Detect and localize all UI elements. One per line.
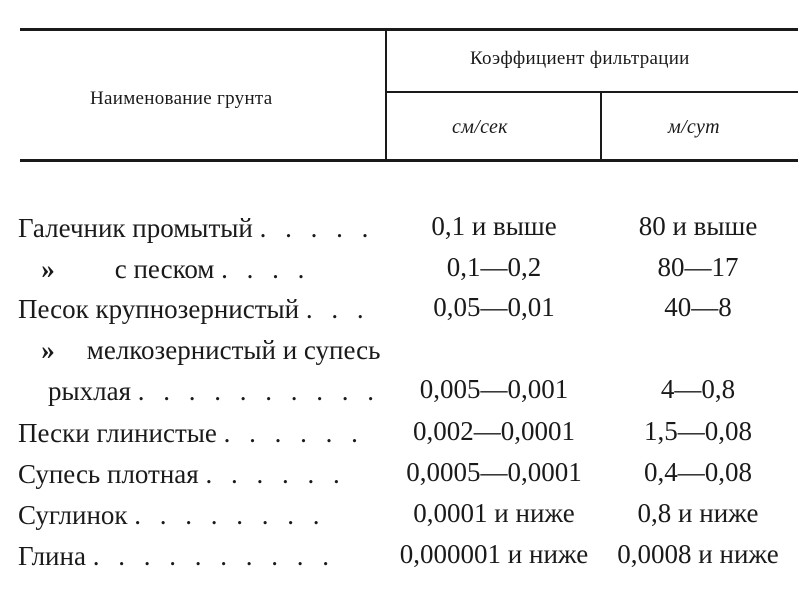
row-7-cm-sec: 0,0001 и ниже <box>413 498 575 528</box>
header-coefficient: Коэффициент фильтрации <box>470 48 690 69</box>
row-7-name <box>18 502 326 529</box>
row-4-name <box>48 378 380 405</box>
row-4-m-day: 4—0,8 <box>660 374 736 404</box>
row-2-m-day: 40—8 <box>664 292 732 322</box>
row-name-text: Галечник промытый <box>18 213 253 243</box>
row-6-cm-sec: 0,0005—0,0001 <box>406 457 582 487</box>
ditto-mark: » <box>41 335 55 365</box>
row-name-text: Супесь плотная <box>18 459 199 489</box>
row-name-text: Глина <box>18 541 86 571</box>
leader-dots: . . . . . <box>259 213 375 243</box>
row-name-text: Песок крупнозернистый <box>18 294 300 324</box>
row-1-m-day: 80—17 <box>657 252 739 282</box>
row-0-name <box>18 215 374 242</box>
leader-dots: . . . . . . . . . . <box>137 376 381 406</box>
row-5-m-day: 1,5—0,08 <box>644 416 752 446</box>
row-8-name <box>18 543 335 570</box>
header-unit-m-day: м/сут <box>668 116 720 138</box>
leader-dots: . . . . . . <box>205 459 346 489</box>
row-8-m-day: 0,0008 и ниже <box>617 539 779 569</box>
row-5-cm-sec: 0,002—0,0001 <box>413 416 575 446</box>
row-7-m-day: 0,8 и ниже <box>637 498 759 528</box>
row-name-text: Пески глинистые <box>18 418 217 448</box>
coefficient-underline <box>386 91 798 93</box>
header-soil-name: Наименование грунта <box>90 88 273 109</box>
row-name-text: Суглинок <box>18 500 128 530</box>
leader-dots: . . . <box>305 294 370 324</box>
row-8-cm-sec: 0,000001 и ниже <box>399 539 589 569</box>
units-divider <box>600 92 602 160</box>
row-4-cm-sec: 0,005—0,001 <box>419 374 569 404</box>
leader-dots: . . . . <box>221 254 311 284</box>
row-name-text: с песком <box>114 254 215 284</box>
row-3-name <box>18 337 380 364</box>
row-5-name <box>18 420 364 447</box>
row-6-m-day: 0,4—0,08 <box>644 457 752 487</box>
row-name-text: рыхлая <box>48 376 132 406</box>
leader-dots: . . . . . . <box>223 418 364 448</box>
row-1-cm-sec: 0,1—0,2 <box>446 252 542 282</box>
header-vertical-divider <box>385 30 387 160</box>
header-unit-cm-sec: см/сек <box>452 116 508 138</box>
top-rule <box>20 28 798 31</box>
leader-dots: . . . . . . . . . . <box>92 541 335 571</box>
row-6-name <box>18 461 346 488</box>
leader-dots: . . . . . . . . <box>134 500 326 530</box>
row-2-cm-sec: 0,05—0,01 <box>433 292 555 322</box>
header-bottom-rule <box>20 159 798 162</box>
row-0-m-day: 80 и выше <box>638 211 758 241</box>
row-1-name <box>18 256 310 283</box>
row-2-name <box>18 296 370 323</box>
ditto-mark: » <box>41 254 55 284</box>
row-name-text: мелкозернистый и супесь <box>86 335 381 365</box>
row-0-cm-sec: 0,1 и выше <box>431 211 557 241</box>
